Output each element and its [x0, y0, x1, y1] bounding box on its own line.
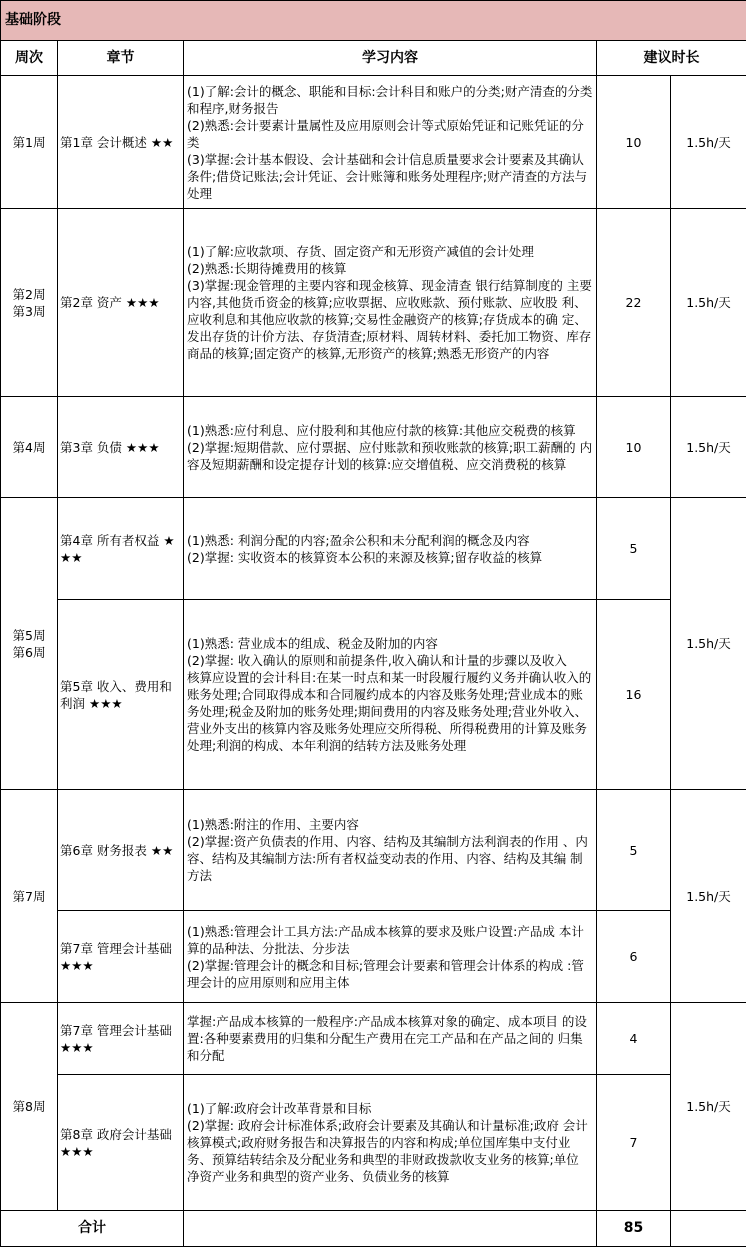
week-cell	[1, 76, 58, 209]
content-line: (1)熟悉: 营业成本的组成、税金及附加的内容	[187, 635, 593, 652]
header-chapter: 章节	[58, 41, 184, 76]
difficulty-stars: ★★★	[89, 696, 123, 711]
content-cell	[184, 911, 597, 1003]
chapter-cell	[58, 76, 184, 209]
content-line: (1)了解:应收款项、存货、固定资产和无形资产减值的会计处理	[187, 243, 593, 260]
chapter-title: 第2章 资产	[60, 295, 122, 310]
chapter-cell	[58, 1003, 184, 1075]
content-cell	[184, 1075, 597, 1211]
daily-duration-cell: 1.5h/天	[671, 498, 746, 790]
content-cell	[184, 790, 597, 911]
week-row	[1, 790, 746, 911]
content-cell	[184, 1003, 597, 1075]
hours-cell: 16	[597, 600, 671, 790]
week-cell	[1, 790, 58, 1003]
daily-duration-cell: 1.5h/天	[671, 790, 746, 1003]
week-label: 第4周	[3, 439, 55, 456]
header-row	[1, 41, 746, 76]
week-row	[1, 911, 746, 1003]
header-week: 周次	[1, 41, 58, 76]
content-line: (1)了解:政府会计改革背景和目标	[187, 1100, 593, 1117]
chapter-title: 第7章 管理会计基础	[60, 941, 172, 956]
week-cell	[1, 397, 58, 498]
content-line: 核算应设置的会计科目:在某一时点和某一时段履行履约义务并确认收入的账务处理;合同取得成本和合同履约成本的内容及账务处理;营业成本的账务处理;税金及附加的账务处理;期间费用的内容及账务处理;营业外收入、营业外支出的核算内容及账务处理应交所得税、所得税费用的计算及账务处理;利润的构成、本年利润的结转方法及账务处理	[187, 669, 593, 754]
week-label: 第5周	[3, 627, 55, 644]
chapter-cell	[58, 209, 184, 397]
chapter-title: 第1章 会计概述	[60, 135, 147, 150]
total-hours: 85	[597, 1211, 671, 1247]
week-row	[1, 1075, 746, 1211]
difficulty-stars: ★★★	[60, 1040, 94, 1055]
week-cell	[1, 498, 58, 790]
week-label: 第7周	[3, 888, 55, 905]
content-line: (2)熟悉:会计要素计量属性及应用原则会计等式原始凭证和记账凭证的分类	[187, 117, 593, 151]
week-row	[1, 397, 746, 498]
daily-duration-cell: 1.5h/天	[671, 1003, 746, 1211]
content-line: (1)熟悉: 利润分配的内容;盈余公积和未分配利润的概念及内容	[187, 532, 593, 549]
difficulty-stars: ★★★	[60, 533, 175, 565]
week-row	[1, 498, 746, 600]
difficulty-stars: ★★	[151, 135, 173, 150]
hours-cell: 10	[597, 76, 671, 209]
chapter-title: 第6章 财务报表	[60, 843, 147, 858]
week-label: 第8周	[3, 1098, 55, 1115]
header-content: 学习内容	[184, 41, 597, 76]
content-line: (3)掌握:会计基本假设、会计基础和会计信息质量要求会计要素及其确认条件;借贷记账法;会计凭证、会计账簿和账务处理程序;财产清查的方法与处理	[187, 151, 593, 202]
hours-cell: 4	[597, 1003, 671, 1075]
hours-cell: 10	[597, 397, 671, 498]
difficulty-stars: ★★★	[126, 440, 160, 455]
header-duration: 建议时长	[597, 41, 746, 76]
chapter-title: 第4章 所有者权益	[60, 533, 159, 548]
content-line: (2)熟悉:长期待摊费用的核算	[187, 260, 593, 277]
chapter-title: 第5章 收入、费用和利润	[60, 679, 172, 711]
week-row	[1, 600, 746, 790]
content-line: 掌握:产品成本核算的一般程序:产品成本核算对象的确定、成本项目 的设置:各种要素费用的归集和分配生产费用在完工产品和在产品之间的 归集和分配	[187, 1013, 593, 1064]
content-line: (2)掌握:管理会计的概念和目标;管理会计要素和管理会计体系的构成 :管理会计的应用原则和应用主体	[187, 957, 593, 991]
chapter-cell	[58, 911, 184, 1003]
content-cell	[184, 397, 597, 498]
content-line: (2)掌握:资产负债表的作用、内容、结构及其编制方法利润表的作用 、内容、结构及其编制方法:所有者权益变动表的作用、内容、结构及其编 制方法	[187, 833, 593, 884]
week-row	[1, 76, 746, 209]
content-line: (2)掌握: 收入确认的原则和前提条件,收入确认和计量的步骤以及收入	[187, 652, 593, 669]
week-row	[1, 209, 746, 397]
difficulty-stars: ★★★	[60, 958, 94, 973]
chapter-title: 第3章 负债	[60, 440, 122, 455]
content-cell	[184, 209, 597, 397]
chapter-cell	[58, 600, 184, 790]
hours-cell: 22	[597, 209, 671, 397]
content-line: (1)熟悉:应付利息、应付股利和其他应付款的核算:其他应交税费的核算	[187, 422, 593, 439]
daily-duration-cell: 1.5h/天	[671, 76, 746, 209]
chapter-title: 第7章 管理会计基础	[60, 1023, 172, 1038]
content-line: (1)熟悉:管理会计工具方法:产品成本核算的要求及账户设置:产品成 本计算的品种法、分批法、分步法	[187, 923, 593, 957]
chapter-cell	[58, 498, 184, 600]
content-line: (2)掌握: 实收资本的核算资本公积的来源及核算;留存收益的核算	[187, 549, 593, 566]
daily-duration-cell: 1.5h/天	[671, 397, 746, 498]
hours-cell: 6	[597, 911, 671, 1003]
total-daily-empty	[671, 1211, 746, 1247]
week-cell	[1, 209, 58, 397]
week-label: 第2周	[3, 286, 55, 303]
total-row	[1, 1211, 746, 1247]
content-line: (1)了解:会计的概念、职能和目标:会计科目和账户的分类;财产清查的分类和程序,财务报告	[187, 83, 593, 117]
content-line: (2)掌握: 政府会计标准体系;政府会计要素及其确认和计量标准;政府 会计核算模式;政府财务报告和决算报告的内容和构成;单位国库集中支付业务、预算结转结余及分配业务和典型的非财政拨款收支业务的核算;单位 净资产业务和典型的资产业务、负债业务的核算	[187, 1117, 593, 1185]
hours-cell: 5	[597, 498, 671, 600]
chapter-cell	[58, 397, 184, 498]
hours-cell: 7	[597, 1075, 671, 1211]
daily-duration-cell: 1.5h/天	[671, 209, 746, 397]
total-label: 合计	[1, 1211, 184, 1247]
content-line: (1)熟悉:附注的作用、主要内容	[187, 816, 593, 833]
chapter-cell	[58, 1075, 184, 1211]
stage-banner: 基础阶段	[1, 1, 746, 41]
week-cell	[1, 1003, 58, 1211]
banner-row	[1, 1, 746, 41]
content-cell	[184, 600, 597, 790]
content-cell	[184, 498, 597, 600]
difficulty-stars: ★★★	[60, 1144, 94, 1159]
content-line: (3)掌握:现金管理的主要内容和现金核算、现金清查 银行结算制度的 主要内容,其他货币资金的核算;应收票据、应收账款、预付账款、应收股 利、应收利息和其他应收款的核算;交易性金融资产的核算;存货成本的确 定、发出存货的计价方法、存货清查;原材料、周转材料、委托加工物资、库存商品的核算;固定资产的核算,无形资产的核算;熟悉无形资产的内容	[187, 277, 593, 362]
difficulty-stars: ★★	[151, 843, 173, 858]
total-content-empty	[184, 1211, 597, 1247]
difficulty-stars: ★★★	[126, 295, 160, 310]
chapter-cell	[58, 790, 184, 911]
week-label: 第3周	[3, 303, 55, 320]
week-label: 第1周	[3, 134, 55, 151]
hours-cell: 5	[597, 790, 671, 911]
content-line: (2)掌握:短期借款、应付票据、应付账款和预收账款的核算;职工薪酬的 内容及短期薪酬和设定提存计划的核算:应交增值税、应交消费税的核算	[187, 439, 593, 473]
chapter-title: 第8章 政府会计基础	[60, 1127, 172, 1142]
week-label: 第6周	[3, 644, 55, 661]
week-row	[1, 1003, 746, 1075]
content-cell	[184, 76, 597, 209]
